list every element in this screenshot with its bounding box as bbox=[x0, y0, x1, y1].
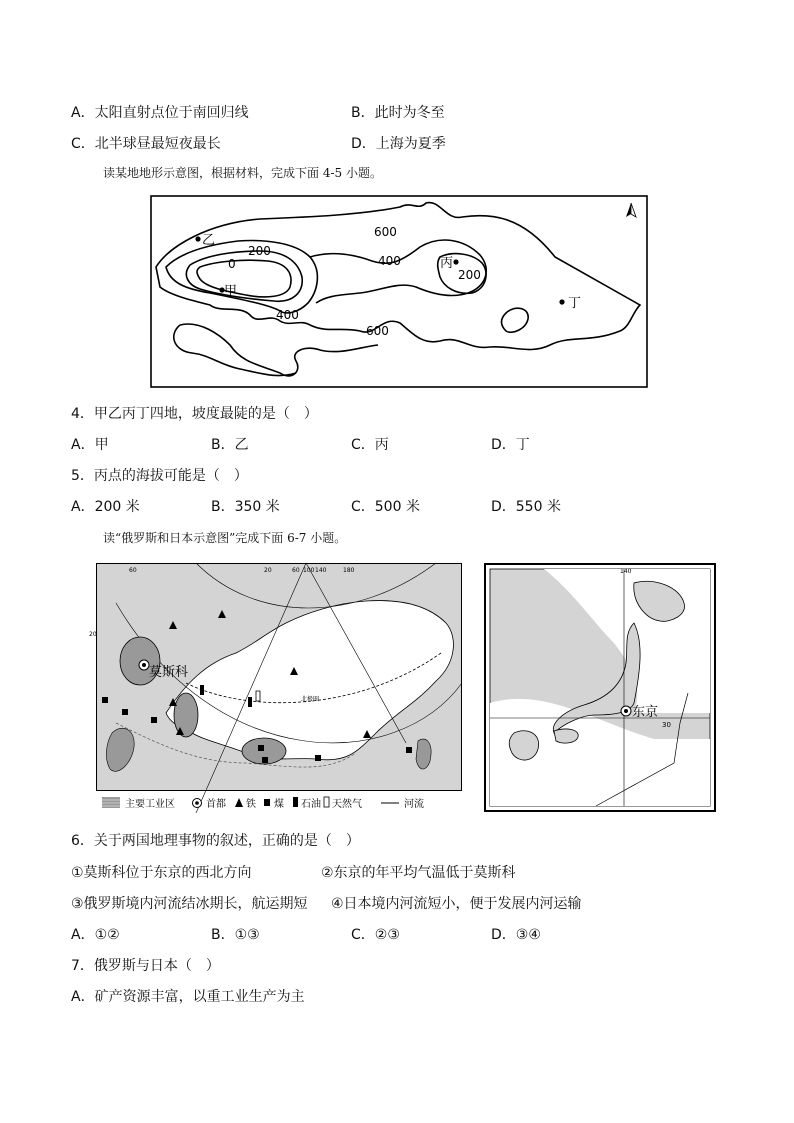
point-jia-label: 甲 bbox=[224, 284, 238, 299]
legend-oil: 石油 bbox=[301, 799, 321, 810]
oil-icon bbox=[200, 685, 204, 695]
q6-option-b: B．①③ bbox=[211, 927, 260, 943]
lat-label: 20 bbox=[89, 631, 97, 638]
legend-capital: 首都 bbox=[206, 799, 226, 810]
gas-icon bbox=[256, 691, 260, 701]
contour-label: 200 bbox=[458, 268, 481, 282]
q5-stem: 5．丙点的海拔可能是（ ） bbox=[71, 468, 248, 484]
point-yi-dot bbox=[195, 236, 200, 241]
q7-option-a: A．矿产资源丰富，以重工业生产为主 bbox=[71, 989, 305, 1005]
contour-label: 600 bbox=[374, 225, 397, 239]
lon-label: 140 bbox=[315, 567, 327, 574]
q6-option-d: D．③④ bbox=[491, 927, 541, 943]
q5-option-d: D．550 米 bbox=[491, 499, 561, 515]
coal-icon bbox=[151, 717, 157, 723]
point-yi-label: 乙 bbox=[202, 233, 216, 248]
q6-stem: 6．关于两国地理事物的叙述，正确的是（ ） bbox=[71, 833, 360, 849]
coal-icon bbox=[122, 709, 128, 715]
legend-river: 河流 bbox=[404, 799, 424, 810]
q6-statement-1: ①莫斯科位于东京的西北方向 bbox=[71, 865, 252, 881]
q7-stem: 7．俄罗斯与日本（ ） bbox=[71, 958, 220, 974]
lat-label: 30 bbox=[662, 721, 671, 729]
lon-label: 60 bbox=[129, 567, 137, 574]
lon-label: 140 bbox=[620, 568, 632, 575]
coal-icon bbox=[315, 755, 321, 761]
q6-option-c: C．②③ bbox=[351, 927, 400, 943]
q6-statement-2: ②东京的年平均气温低于莫斯科 bbox=[321, 865, 516, 881]
contour-label: 400 bbox=[276, 308, 299, 322]
q4-stem: 4．甲乙丙丁四地，坡度最陡的是（ ） bbox=[71, 406, 318, 422]
contour-label: 400 bbox=[378, 254, 401, 268]
point-bing-label: 丙 bbox=[440, 256, 454, 271]
intro-4-5: 读某地地形示意图，根据材料，完成下面 4-5 小题。 bbox=[103, 166, 382, 180]
point-bing-dot bbox=[453, 259, 458, 264]
lon-label: 20 bbox=[264, 567, 272, 574]
lon-label: 100 bbox=[303, 567, 315, 574]
q3-option-b: B．此时为冬至 bbox=[351, 105, 445, 121]
japan-map bbox=[484, 563, 716, 812]
q5-option-a: A．200 米 bbox=[71, 499, 140, 515]
coal-icon bbox=[102, 697, 108, 703]
q4-option-d: D．丁 bbox=[491, 437, 530, 453]
contour-label: 0 bbox=[228, 257, 236, 271]
q5-option-c: C．500 米 bbox=[351, 499, 420, 515]
q3-option-a: A．太阳直射点位于南回归线 bbox=[71, 105, 249, 121]
lon-label: 60 bbox=[292, 567, 300, 574]
arctic-circle-label: 北极圈 bbox=[301, 696, 320, 703]
russia-map bbox=[89, 563, 462, 815]
coal-icon bbox=[258, 745, 264, 751]
q6-statement-3: ③俄罗斯境内河流结冰期长，航运期短 bbox=[71, 896, 308, 912]
lon-label: 180 bbox=[343, 567, 355, 574]
contour-label: 200 bbox=[248, 244, 271, 258]
oil-icon bbox=[248, 697, 252, 707]
tokyo-label: 东京 bbox=[632, 705, 659, 720]
q5-option-b: B．350 米 bbox=[211, 499, 280, 515]
point-ding-label: 丁 bbox=[568, 296, 582, 311]
coal-icon bbox=[262, 757, 268, 763]
point-ding-dot bbox=[559, 299, 564, 304]
industrial-area bbox=[174, 693, 198, 737]
coal-icon bbox=[406, 747, 412, 753]
q4-option-b: B．乙 bbox=[211, 437, 249, 453]
q4-option-a: A．甲 bbox=[71, 437, 109, 453]
intro-6-7: 读“俄罗斯和日本示意图”完成下面 6-7 小题。 bbox=[103, 531, 347, 545]
moscow-label: 莫斯科 bbox=[149, 665, 189, 680]
legend-coal: 煤 bbox=[274, 799, 284, 810]
q3-option-c: C．北半球昼最短夜最长 bbox=[71, 136, 221, 152]
legend-gas: 天然气 bbox=[332, 799, 362, 810]
russia-map-legend bbox=[102, 797, 424, 810]
topographic-map bbox=[150, 195, 648, 388]
q6-option-a: A．①② bbox=[71, 927, 120, 943]
legend-iron: 铁 bbox=[246, 799, 256, 810]
q3-option-d: D．上海为夏季 bbox=[351, 136, 446, 152]
q4-option-c: C．丙 bbox=[351, 437, 389, 453]
q6-statement-4: ④日本境内河流短小，便于发展内河运输 bbox=[331, 896, 582, 912]
legend-industrial: 主要工业区 bbox=[125, 799, 175, 810]
contour-label: 600 bbox=[366, 324, 389, 338]
